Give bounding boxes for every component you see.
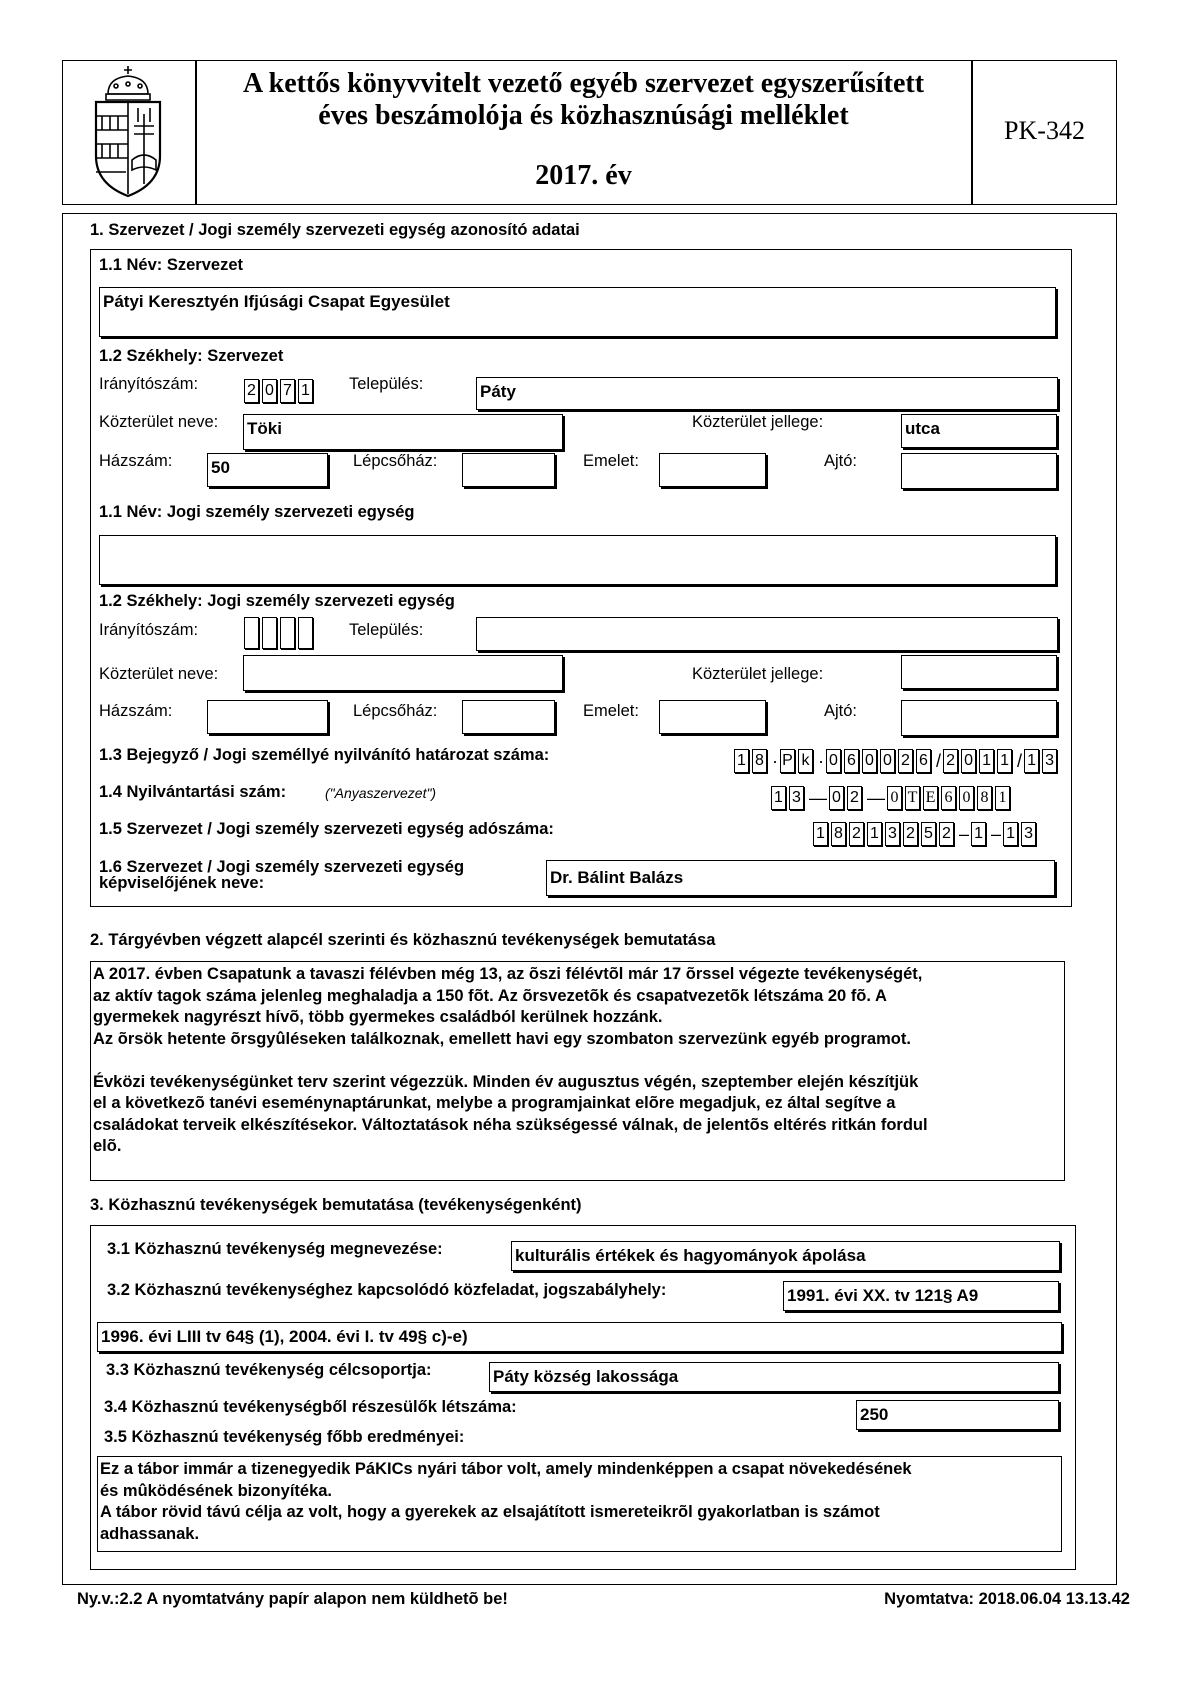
digit-cell: 1 [298,379,313,403]
print-timestamp: Nyomtatva: 2018.06.04 13.13.42 [884,1590,1130,1608]
org-stair-field[interactable] [462,453,555,487]
form-title-line2: éves beszámolója és közhasznúsági melléklet [318,100,849,131]
registry-note: ("Anyaszervezet") [325,785,437,801]
activity-law-field-2[interactable]: 1996. évi LIII tv 64§ (1), 2004. évi I. tv 49§ c)-e) [97,1322,1062,1352]
digit-cell: 6 [844,749,859,773]
org-settlement-label: Település: [349,375,424,393]
digit-cell: 2 [849,822,864,846]
digit-cell: k [798,749,813,773]
section3-title: 3. Közhasznú tevékenységek bemutatása (tevékenységenként) [90,1196,582,1214]
org-name-field[interactable]: Pátyi Keresztyén Ifjúsági Csapat Egyesület [99,287,1056,337]
org-street-label: Közterület neve: [99,413,219,431]
digit-cell: 2 [903,822,918,846]
digit-cell: 3 [1021,822,1036,846]
org-door-label: Ajtó: [824,452,858,470]
registry-label: 1.4 Nyilvántartási szám: [99,783,287,801]
unit-door-field[interactable] [901,700,1057,736]
digit-cell: 1 [734,749,749,773]
beneficiary-count-field[interactable]: 250 [856,1400,1059,1430]
unit-seat-label: 1.2 Székhely: Jogi személy szervezeti egység [99,592,455,610]
activity-target-label: 3.3 Közhasznú tevékenység célcsoportja: [106,1361,432,1379]
digit-cell: 0 [961,749,976,773]
digit-cell: 5 [921,822,936,846]
unit-stair-label: Lépcsőház: [353,702,438,720]
org-door-field[interactable] [901,453,1057,489]
unit-name-field[interactable] [99,535,1056,585]
digit-cell: 6 [916,749,931,773]
digit-cell: E [923,786,938,810]
rep-label-line2: képviselőjének neve: [99,874,265,892]
results-label: 3.5 Közhasznú tevékenység főbb eredményei: [104,1428,465,1446]
digit-cell: 7 [280,379,295,403]
digit-cell: 0 [862,749,877,773]
tax-label: 1.5 Szervezet / Jogi személy szervezeti egység adószáma: [99,820,554,838]
unit-postal-label: Irányítószám: [99,621,199,639]
digit-cell: 8 [831,822,846,846]
activity-name-label: 3.1 Közhasznú tevékenység megnevezése: [107,1240,443,1258]
org-floor-label: Emelet: [583,452,639,470]
beneficiary-count-label: 3.4 Közhasznú tevékenységből részesülők létszáma: [104,1398,517,1416]
unit-street-type-label: Közterület jellege: [692,665,824,683]
unit-street-label: Közterület neve: [99,665,219,683]
digit-cell: 0 [880,749,895,773]
digit-cell: 8 [752,749,767,773]
separator: · [772,751,778,771]
digit-cell: 2 [943,749,958,773]
digit-cell: 0 [262,379,277,403]
form-title-line1: A kettős könyvvitelt vezető egyéb szervezet egyszerűsített [242,68,925,99]
unit-street-type-field[interactable] [901,655,1057,689]
activity-target-field[interactable]: Páty község lakossága [489,1362,1059,1392]
unit-house-label: Házszám: [99,702,173,720]
unit-name-label: 1.1 Név: Jogi személy szervezeti egység [99,503,415,521]
org-postal-code[interactable] [244,379,316,403]
digit-cell: 3 [789,786,804,810]
unit-stair-field[interactable] [462,700,555,734]
separator: – [959,824,970,844]
digit-cell: 1 [813,822,828,846]
separator: / [1017,751,1023,771]
digit-cell: 3 [1042,749,1057,773]
registry-number[interactable] [771,786,1013,810]
digit-cell: 0 [887,786,902,810]
activity-law-label: 3.2 Közhasznú tevékenységhez kapcsolódó közfeladat, jogszabályhely: [107,1281,667,1299]
activity-law-field-1[interactable]: 1991. évi XX. tv 121§ A9 [783,1281,1059,1311]
digit-cell: 0 [829,786,844,810]
org-seat-label: 1.2 Székhely: Szervezet [99,347,284,365]
org-street-type-field[interactable]: utca [901,414,1057,448]
digit-cell: 1 [971,822,986,846]
org-street-type-label: Közterület jellege: [692,413,824,431]
separator: · [818,751,824,771]
tax-number[interactable] [813,822,1039,846]
activities-textarea[interactable]: A 2017. évben Csapatunk a tavaszi félévben még 13, az õszi félévtõl már 17 õrssel végezte tevékenységét, az aktív tagok száma jelenleg meghaladja a 150 fõt. Az õrsvezetõk és csapatvezetõk létszáma 20 fõ. A gyermekek nagyrészt hívõ, több gyermekes családból kerülnek hozzánk. Az õrsök hetente õrsgyûléseken találkoznak, emellett havi egy szombaton szervezünk egyéb programot. Évközi tevékenységünket terv szerint végezzük. Minden év augusztus végén, szeptember elején készítjük el a következõ tanévi eseménynaptárunkat, melybe a programjainkat elõre megadjuk, ez által segítve a családokat terveik elkészítésekor. Változtatások néha szükségessé válnak, de jelentõs eltérés ritkán fordul elõ. [90,961,1065,1181]
digit-cell: 3 [885,822,900,846]
separator: — [809,788,827,808]
digit-cell: 2 [898,749,913,773]
unit-postal-code[interactable] [244,617,316,649]
reg-decision-label: 1.3 Bejegyző / Jogi személlyé nyilvánító határozat száma: [99,746,550,764]
org-stair-label: Lépcsőház: [353,452,438,470]
coat-of-arms-icon [88,64,168,200]
org-house-field[interactable]: 50 [207,453,328,487]
rep-label-line1: 1.6 Szervezet / Jogi személy szervezeti egység [99,858,465,876]
separator: / [936,751,942,771]
rep-name-field[interactable]: Dr. Bálint Balázs [546,860,1055,896]
footer-note: Ny.v.:2.2 A nyomtatvány papír alapon nem küldhetõ be! [77,1590,508,1608]
unit-door-label: Ajtó: [824,702,858,720]
digit-cell: 2 [244,379,259,403]
digit-cell: 1 [979,749,994,773]
digit-cell: 1 [771,786,786,810]
unit-floor-label: Emelet: [583,702,639,720]
unit-street-field[interactable] [243,655,563,691]
org-settlement-field[interactable]: Páty [476,377,1058,410]
org-house-label: Házszám: [99,452,173,470]
separator: — [867,788,885,808]
unit-settlement-label: Település: [349,621,424,639]
org-postal-label: Irányítószám: [99,375,199,393]
digit-cell: 2 [847,786,862,810]
digit-cell: 2 [939,822,954,846]
digit-cell: 0 [826,749,841,773]
results-textarea[interactable]: Ez a tábor immár a tizenegyedik PáKICs nyári tábor volt, amely mindenképpen a csapat növekedésének és mûködésének bizonyítéka. A tábor rövid távú célja az volt, hogy a gyerekek az elsajátított ismereteikrõl gyakorlatban is számot adhassanak. [97,1456,1062,1552]
unit-house-field[interactable] [207,700,328,734]
section2-title: 2. Tárgyévben végzett alapcél szerinti és közhasznú tevékenységek bemutatása [90,931,716,949]
digit-cell: T [905,786,920,810]
digit-cell: 6 [941,786,956,810]
digit-cell: 1 [1024,749,1039,773]
digit-cell: 1 [867,822,882,846]
digit-cell: 0 [959,786,974,810]
unit-floor-field[interactable] [659,700,766,734]
unit-settlement-field[interactable] [476,617,1058,651]
digit-cell: 1 [997,749,1012,773]
org-floor-field[interactable] [659,453,766,487]
org-street-field[interactable]: Töki [243,414,563,450]
form-year: 2017. év [535,160,632,191]
digit-cell: 1 [995,786,1010,810]
form-code: PK-342 [1004,116,1085,145]
activity-name-field[interactable]: kulturális értékek és hagyományok ápolása [511,1241,1060,1271]
digit-cell: 8 [977,786,992,810]
section1-title: 1. Szervezet / Jogi személy szervezeti egység azonosító adatai [90,221,580,239]
org-name-label: 1.1 Név: Szervezet [99,256,243,274]
digit-cell: P [780,749,795,773]
separator: – [991,824,1002,844]
digit-cell: 1 [1003,822,1018,846]
reg-decision-number[interactable] [734,749,1060,773]
